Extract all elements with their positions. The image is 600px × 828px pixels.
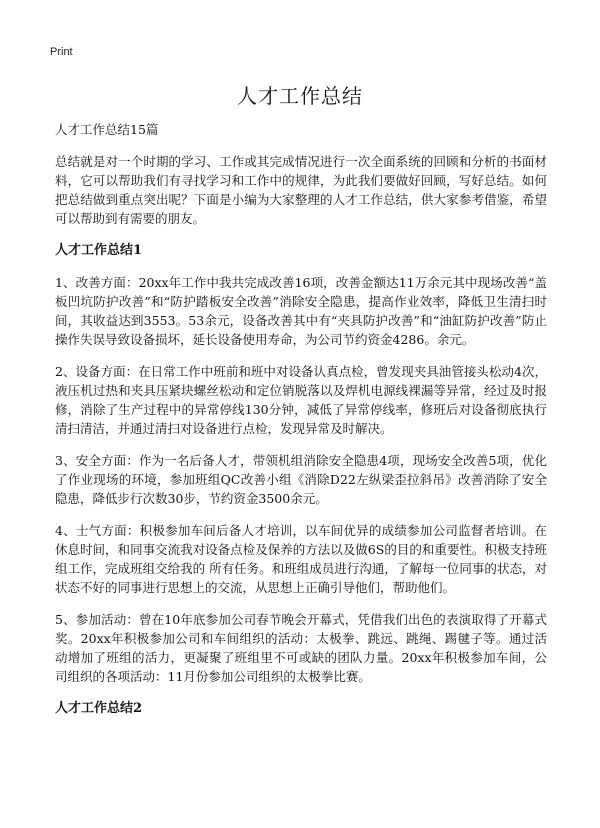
paragraph: 1、改善方面：20xx年工作中我共完成改善16项，改善金额达11万余元其中现场改善“盖板凹坑防护改善”和“防护踏板安全改善”消除安全隐患，提高作业效率，降低卫生清扫时间，其收益达到3553。53余元，设备改善其中有“夹具防护改善”和“油缸防护改善”防止操作失误导致设备损坏，延长设备使用寿命，为公司节约资金4286。余元。 [55, 275, 547, 347]
paragraph: 2、设备方面：在日常工作中班前和班中对设备认真点检，曾发现夹具油管接头松动4次，液压机过热和夹具压紧块螺丝松动和定位销脱落以及焊机电源线裸漏等异常，经过及时报修，消除了生产过程中的异常停线130分钟，减低了异常停线率，修班后对设备彻底执行清扫清洁，并通过清扫对设备进行点检，发现异常及时解决。 [55, 364, 547, 436]
section-1 [55, 241, 547, 686]
section-heading: 人才工作总结1 [55, 243, 143, 258]
document-body [55, 120, 547, 731]
document-subtitle: 人才工作总结15篇 [55, 122, 159, 137]
paragraph: 5、参加活动：曾在10年底参加公司春节晚会开幕式，凭借我们出色的表演取得了开幕式奖。20xx年积极参加公司和车间组织的活动：太极拳、跳远、跳绳、踢毽子等。通过活动增加了班组的活力，更凝聚了班组里不可或缺的团队力量。20xx年积极参加车间，公司组织的各项活动：11月份参加公司组织的太极拳比赛。 [55, 612, 547, 684]
print-label: Print [50, 46, 73, 58]
paragraph: 4、士气方面：积极参加车间后备人才培训，以车间优异的成绩参加公司监督者培训。在休息时间，和同事交流我对设备点检及保养的方法以及做6S的目的和重要性。积极支持班组工作，完成班组交给我的 所有任务。和班组成员进行沟通，了解每一位同事的状态，对状态不好的同事进行思想上的交流，从思想上正确引导他们，帮助他们。 [55, 523, 547, 595]
section-heading: 人才工作总结2 [55, 701, 143, 716]
page-title: 人才工作总结 [237, 84, 363, 108]
intro-paragraph: 总结就是对一个时期的学习、工作或其完成情况进行一次全面系统的回顾和分析的书面材料，它可以帮助我们有寻找学习和工作中的规律，为此我们要做好回顾，写好总结。如何把总结做到重点突出呢？下面是小编为大家整理的人才工作总结，供大家参考借鉴，希望可以帮助到有需要的朋友。 [55, 154, 547, 226]
section-2 [55, 699, 547, 718]
paragraph: 3、安全方面：作为一名后备人才，带领机组消除安全隐患4项，现场安全改善5项，优化了作业现场的环境，参加班组QC改善小组《消除D22左纵梁歪拉斜吊》改善消除了安全隐患，降低步行次数30步，节约资金3500余元。 [55, 453, 547, 506]
